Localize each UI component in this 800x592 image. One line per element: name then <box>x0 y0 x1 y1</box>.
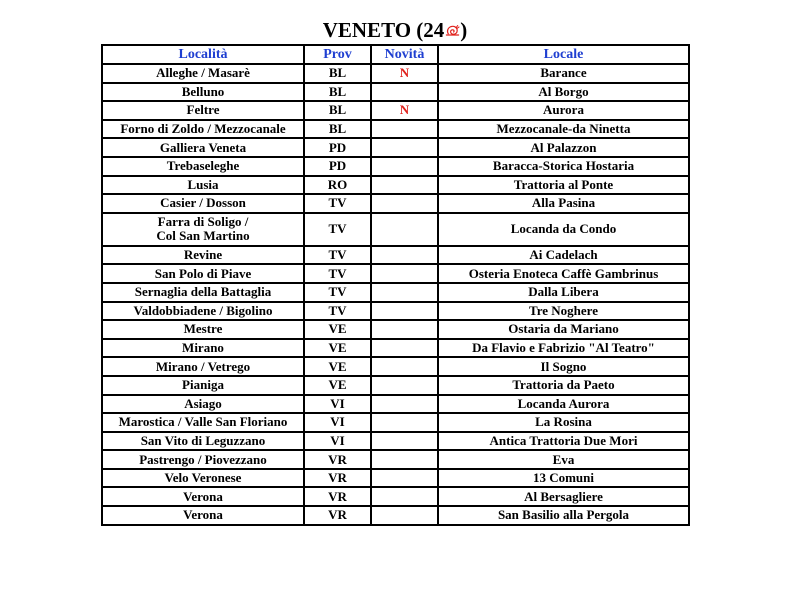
cell-locale-text: Osteria Enoteca Caffè Gambrinus <box>468 265 659 281</box>
table-row <box>102 506 689 525</box>
table-row <box>102 157 689 176</box>
cell-locale-text: Trattoria da Paeto <box>512 377 615 393</box>
header-prov: Prov <box>304 45 371 64</box>
cell-prov-text: VE <box>328 377 347 393</box>
cell-locale <box>438 450 689 469</box>
cell-novita <box>371 302 438 321</box>
cell-locale-text: Locanda Aurora <box>517 395 610 411</box>
table-row <box>102 376 689 395</box>
cell-locale <box>438 376 689 395</box>
cell-novita-text: N <box>399 65 410 81</box>
cell-prov-text: RO <box>327 176 348 192</box>
cell-locale-text: Al Borgo <box>538 83 589 99</box>
cell-locale-text: Dalla Libera <box>528 284 599 300</box>
table-row <box>102 120 689 139</box>
table-row <box>102 246 689 265</box>
cell-novita <box>371 264 438 283</box>
table-row <box>102 283 689 302</box>
cell-novita <box>371 176 438 195</box>
cell-localita-text: Marostica / Valle San Floriano <box>118 414 288 430</box>
title-prefix: VENETO (24 <box>322 18 445 42</box>
cell-localita <box>102 450 304 469</box>
table-row <box>102 413 689 432</box>
cell-localita <box>102 357 304 376</box>
cell-locale-text: Baracca-Storica Hostaria <box>492 158 635 174</box>
cell-localita-text: Pastrengo / Piovezzano <box>139 451 267 467</box>
cell-locale <box>438 339 689 358</box>
cell-prov-text: PD <box>328 139 347 155</box>
cell-prov <box>304 283 371 302</box>
cell-locale-text: Eva <box>552 451 575 467</box>
cell-localita <box>102 176 304 195</box>
cell-prov <box>304 450 371 469</box>
cell-prov <box>304 246 371 265</box>
cell-prov <box>304 302 371 321</box>
cell-localita-text: Verona <box>183 488 223 504</box>
cell-locale <box>438 357 689 376</box>
cell-prov-text: VI <box>330 432 345 448</box>
cell-prov-text: BL <box>328 83 347 99</box>
cell-localita-text: Mirano <box>182 340 224 356</box>
table-row <box>102 395 689 414</box>
cell-locale-text: Trattoria al Ponte <box>513 176 614 192</box>
cell-localita <box>102 246 304 265</box>
table-header-row <box>102 45 689 64</box>
cell-locale <box>438 432 689 451</box>
cell-locale-text: Il Sogno <box>540 358 587 374</box>
cell-localita <box>102 432 304 451</box>
cell-prov-text: VE <box>328 321 347 337</box>
cell-localita-text: Valdobbiadene / Bigolino <box>133 302 273 318</box>
table-row <box>102 213 689 246</box>
table-row <box>102 194 689 213</box>
cell-prov-text: TV <box>328 302 347 318</box>
table-row <box>102 64 689 83</box>
cell-prov-text: VE <box>328 358 347 374</box>
cell-prov-text: TV <box>328 265 347 281</box>
cell-localita <box>102 101 304 120</box>
cell-localita <box>102 213 304 246</box>
cell-locale <box>438 213 689 246</box>
cell-novita <box>371 83 438 102</box>
cell-prov-text: VR <box>328 451 347 467</box>
title-suffix: ) <box>460 18 468 42</box>
cell-locale-text: Ai Cadelach <box>529 247 598 263</box>
snail-icon <box>445 23 460 38</box>
cell-prov-text: VI <box>330 395 345 411</box>
cell-localita-text: Casier / Dosson <box>160 195 246 211</box>
cell-locale <box>438 302 689 321</box>
cell-prov <box>304 395 371 414</box>
cell-localita <box>102 138 304 157</box>
cell-localita-text: Asiago <box>184 395 222 411</box>
cell-locale-text: Al Palazzon <box>530 139 597 155</box>
cell-prov <box>304 320 371 339</box>
cell-prov-text: VE <box>328 340 347 356</box>
cell-locale <box>438 395 689 414</box>
cell-localita-text: San Vito di Leguzzano <box>140 432 266 448</box>
cell-localita <box>102 469 304 488</box>
cell-localita-text: Trebaseleghe <box>166 158 240 174</box>
cell-locale-text: 13 Comuni <box>532 470 595 486</box>
cell-localita <box>102 395 304 414</box>
cell-locale-text: La Rosina <box>535 414 592 430</box>
cell-novita <box>371 357 438 376</box>
cell-localita-text: Pianiga <box>182 377 224 393</box>
cell-novita-text: N <box>399 102 410 118</box>
cell-locale <box>438 283 689 302</box>
cell-locale <box>438 176 689 195</box>
cell-prov-text: VR <box>328 488 347 504</box>
cell-prov <box>304 138 371 157</box>
header-localita: Località <box>102 45 304 64</box>
cell-localita <box>102 120 304 139</box>
cell-prov <box>304 487 371 506</box>
table-row <box>102 320 689 339</box>
cell-novita <box>371 283 438 302</box>
cell-locale-text: Barance <box>540 65 587 81</box>
cell-localita <box>102 339 304 358</box>
cell-locale-text: Mezzocanale-da Ninetta <box>496 121 631 137</box>
cell-localita-text: Farra di Soligo / Col San Martino <box>156 214 250 244</box>
cell-locale <box>438 120 689 139</box>
cell-locale <box>438 413 689 432</box>
cell-prov-text: VR <box>328 507 347 523</box>
cell-novita <box>371 138 438 157</box>
cell-locale-text: Aurora <box>543 102 584 118</box>
cell-localita-text: Mirano / Vetrego <box>155 358 251 374</box>
cell-novita <box>371 64 438 83</box>
cell-prov <box>304 194 371 213</box>
cell-novita <box>371 376 438 395</box>
cell-locale-text: Da Flavio e Fabrizio "Al Teatro" <box>472 340 655 356</box>
cell-localita-text: Revine <box>183 247 223 263</box>
cell-prov <box>304 213 371 246</box>
cell-prov <box>304 64 371 83</box>
cell-locale <box>438 506 689 525</box>
cell-prov <box>304 264 371 283</box>
restaurant-table <box>101 44 690 526</box>
cell-localita-text: Lusia <box>187 176 219 192</box>
table-row <box>102 138 689 157</box>
cell-localita <box>102 487 304 506</box>
cell-novita <box>371 469 438 488</box>
cell-locale <box>438 487 689 506</box>
cell-prov <box>304 339 371 358</box>
cell-localita-text: Verona <box>183 507 223 523</box>
cell-prov-text: BL <box>328 65 347 81</box>
cell-prov-text: PD <box>328 158 347 174</box>
cell-locale <box>438 157 689 176</box>
cell-prov-text: TV <box>328 195 347 211</box>
table-row <box>102 487 689 506</box>
cell-novita <box>371 450 438 469</box>
cell-novita <box>371 395 438 414</box>
cell-locale-text: Al Bersagliere <box>524 488 603 504</box>
cell-localita <box>102 64 304 83</box>
cell-locale-text: Tre Noghere <box>529 302 598 318</box>
cell-prov <box>304 376 371 395</box>
table-row <box>102 302 689 321</box>
cell-localita-text: Mestre <box>183 321 223 337</box>
cell-prov-text: BL <box>328 121 347 137</box>
cell-locale-text: Locanda da Condo <box>510 221 617 237</box>
cell-prov <box>304 469 371 488</box>
cell-locale-text: Antica Trattoria Due Mori <box>489 432 638 448</box>
cell-novita <box>371 413 438 432</box>
cell-novita <box>371 120 438 139</box>
cell-locale <box>438 83 689 102</box>
cell-prov <box>304 413 371 432</box>
cell-localita-text: Alleghe / Masarè <box>156 65 250 81</box>
cell-localita <box>102 157 304 176</box>
cell-novita <box>371 101 438 120</box>
cell-localita-text: Feltre <box>186 102 220 118</box>
header-novita: Novità <box>371 45 438 64</box>
cell-localita <box>102 413 304 432</box>
cell-prov-text: TV <box>328 284 347 300</box>
cell-novita <box>371 506 438 525</box>
cell-prov <box>304 101 371 120</box>
cell-locale <box>438 138 689 157</box>
table-row <box>102 450 689 469</box>
table-row <box>102 357 689 376</box>
cell-localita <box>102 264 304 283</box>
cell-localita-text: Velo Veronese <box>164 470 242 486</box>
cell-locale <box>438 320 689 339</box>
cell-novita <box>371 194 438 213</box>
cell-locale <box>438 101 689 120</box>
cell-localita <box>102 194 304 213</box>
cell-prov <box>304 357 371 376</box>
cell-novita <box>371 432 438 451</box>
cell-prov-text: VR <box>328 470 347 486</box>
cell-localita <box>102 83 304 102</box>
table-row <box>102 264 689 283</box>
cell-localita <box>102 376 304 395</box>
cell-locale <box>438 264 689 283</box>
cell-localita-text: Galliera Veneta <box>159 139 247 155</box>
cell-prov <box>304 176 371 195</box>
cell-novita <box>371 320 438 339</box>
cell-localita-text: Forno di Zoldo / Mezzocanale <box>120 121 286 137</box>
cell-prov <box>304 83 371 102</box>
cell-locale <box>438 246 689 265</box>
cell-prov-text: TV <box>328 221 347 237</box>
cell-locale <box>438 469 689 488</box>
cell-prov-text: TV <box>328 247 347 263</box>
cell-localita <box>102 302 304 321</box>
cell-localita <box>102 506 304 525</box>
cell-novita <box>371 339 438 358</box>
cell-prov <box>304 506 371 525</box>
cell-localita-text: San Polo di Piave <box>154 265 252 281</box>
cell-prov <box>304 120 371 139</box>
cell-novita <box>371 157 438 176</box>
cell-novita <box>371 246 438 265</box>
cell-prov-text: VI <box>330 414 345 430</box>
table-row <box>102 83 689 102</box>
cell-prov <box>304 157 371 176</box>
table-row <box>102 469 689 488</box>
cell-locale <box>438 64 689 83</box>
page-title <box>0 18 790 42</box>
cell-localita-text: Belluno <box>181 83 225 99</box>
table-row <box>102 339 689 358</box>
cell-locale <box>438 194 689 213</box>
table-row <box>102 176 689 195</box>
cell-prov-text: BL <box>328 102 347 118</box>
table-row <box>102 101 689 120</box>
cell-novita <box>371 487 438 506</box>
table-row <box>102 432 689 451</box>
header-locale: Locale <box>438 45 689 64</box>
cell-localita <box>102 320 304 339</box>
cell-prov <box>304 432 371 451</box>
cell-locale-text: Alla Pasina <box>531 195 596 211</box>
cell-locale-text: San Basilio alla Pergola <box>497 507 630 523</box>
cell-localita <box>102 283 304 302</box>
cell-localita-text: Sernaglia della Battaglia <box>134 284 272 300</box>
cell-locale-text: Ostaria da Mariano <box>508 321 619 337</box>
cell-novita <box>371 213 438 246</box>
